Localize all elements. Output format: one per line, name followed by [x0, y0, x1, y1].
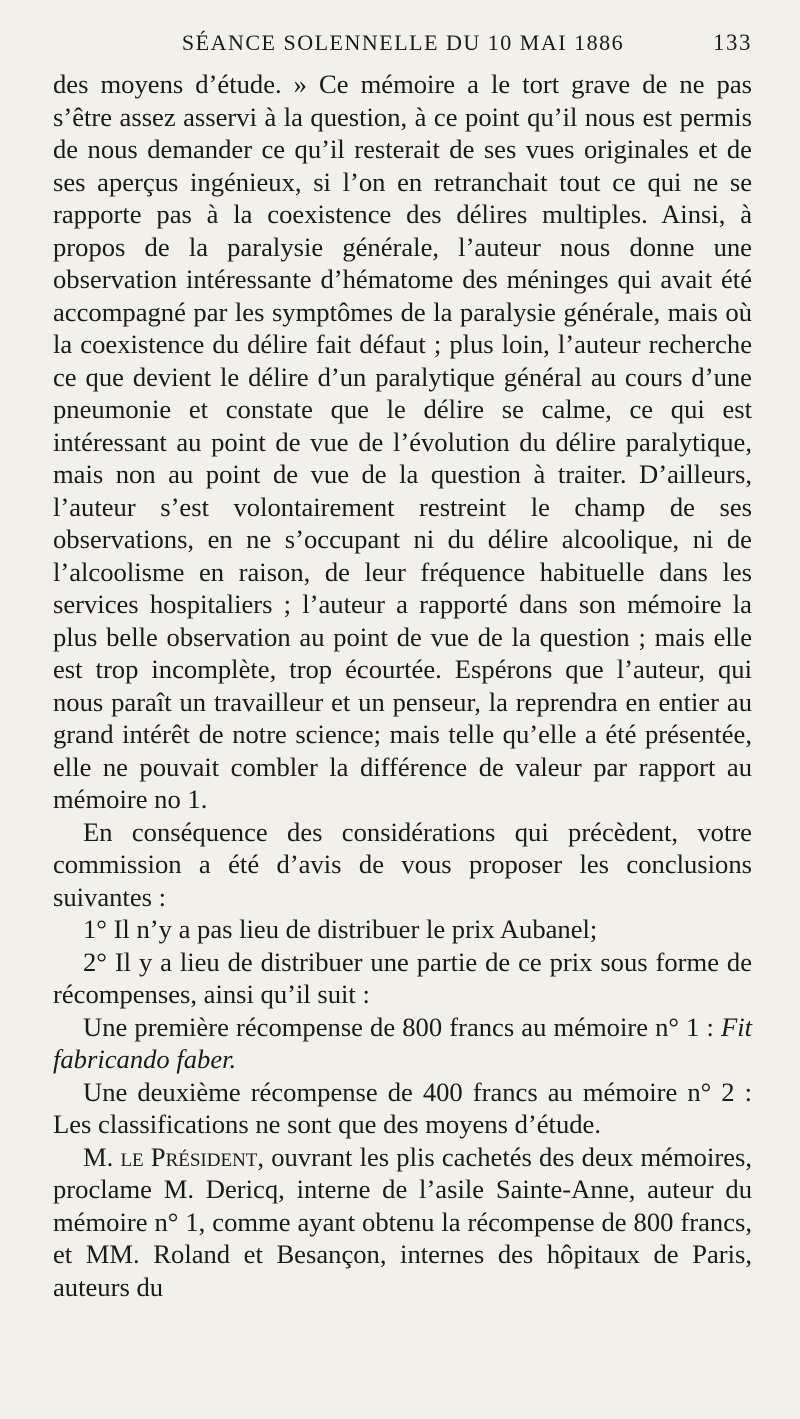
- page-header: [53, 30, 752, 56]
- page-number: 133: [713, 30, 752, 55]
- paragraph-commission-critique: des moyens d’étude. » Ce mémoire a le tort grave de ne pas s’être assez asservi à la question, à ce point qu’il nous est permis de nous demander ce qu’il resterait de ses vues originales et de ses aperçus ingénieux, si l’on en retranchait tout ce qui ne se rapporte pas à la coexistence des délires multiples. Ainsi, à propos de la paralysie générale, l’auteur nous donne une observation intéressante d’hématome des méninges qui avait été accompagné par les symptômes de la paralysie générale, mais où la coexistence du délire fait défaut ; plus loin, l’auteur recherche ce que devient le délire d’un paralytique général au cours d’une pneumonie et constate que le délire se calme, ce qui est intéressant au point de vue de l’évolution du délire paralytique, mais non au point de vue de la question à traiter. D’ailleurs, l’auteur s’est volontairement restreint le champ de ses observations, en ne s’occupant ni du délire alcoolique, ni de l’alcoolisme en raison, de leur fréquence habituelle dans les services hospitaliers ; l’auteur a rapporté dans son mémoire la plus belle observation au point de vue de la question ; mais elle est trop incomplète, trop écourtée. Espérons que l’auteur, qui nous paraît un travailleur et un penseur, la reprendra en entier au grand intérêt de notre science; mais telle qu’elle a été présentée, elle ne pouvait combler la différence de valeur par rapport au mémoire no 1.: [53, 69, 752, 814]
- first-award-text: Une première récompense de 800 francs au mémoire n° 1 :: [83, 1011, 721, 1042]
- running-title: SÉANCE SOLENNELLE DU 10 MAI 1886: [181, 30, 625, 55]
- paragraph-conclusion-1: 1° Il n’y a pas lieu de distribuer le prix Aubanel;: [83, 914, 598, 944]
- page-body: [53, 68, 752, 1303]
- paragraph-conclusions-intro: En conséquence des considérations qui précèdent, votre commission a été d’avis de vous proposer les conclusions suivantes :: [53, 816, 752, 912]
- announcement-text: , ouvrant les plis cachetés des deux mémoires, proclame M. Dericq, interne de l’asile Sainte-Anne, auteur du mémoire n° 1, comme ayant obtenu la récompense de 800 francs, et MM. Roland et Besançon, internes des hôpitaux de Paris, auteurs du: [53, 1141, 752, 1302]
- paragraph-president-announcement: [53, 1141, 752, 1304]
- paragraph-first-award: [53, 1011, 752, 1076]
- paragraph-conclusion-2: 2° Il y a lieu de distribuer une partie de ce prix sous forme de récompenses, ainsi qu’il suit :: [53, 946, 752, 1009]
- president-title: M. le Président: [83, 1141, 258, 1172]
- paragraph-second-award: Une deuxième récompense de 400 francs au mémoire n° 2 : Les classifications ne sont que des moyens d’étude.: [53, 1076, 752, 1139]
- first-award-motto: Fit fabricando faber.: [53, 1011, 752, 1074]
